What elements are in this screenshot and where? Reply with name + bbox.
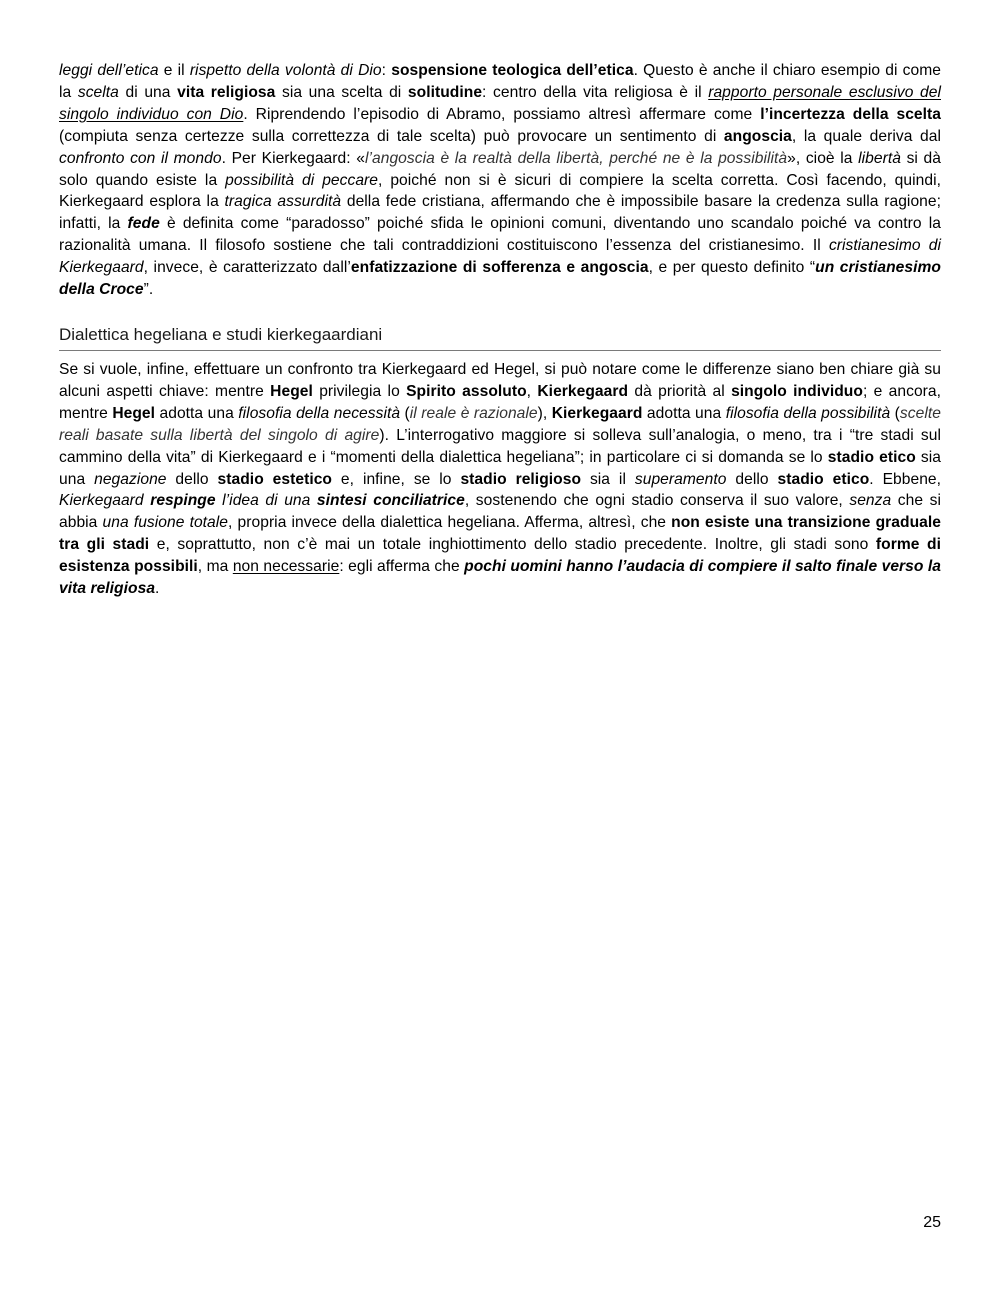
- text-span: superamento: [634, 470, 727, 488]
- text-span: scelta: [77, 83, 119, 101]
- text-span: libertà: [858, 149, 901, 167]
- underlined-italic-term: rapporto personale esclusivo del singolo individuo con Dio: [59, 83, 941, 123]
- text-span: sia una: [59, 448, 942, 488]
- bold-italic-term: fede: [127, 215, 160, 233]
- text-span: , propria invece della dialettica hegeliana. Afferma, altresì, che: [228, 514, 672, 532]
- bold-italic-term: un cristianesimo della Croce: [59, 259, 941, 299]
- bold-term: Kierkegaard: [537, 382, 629, 400]
- text-span: senza: [849, 492, 892, 510]
- text-span: che si abbia: [59, 492, 941, 532]
- bold-term: stadio religioso: [460, 470, 582, 488]
- page-number: 25: [923, 1214, 941, 1231]
- text-span: possibilità di peccare: [225, 171, 379, 189]
- text-span: : centro della vita religiosa è il: [482, 83, 709, 101]
- bold-term: Hegel: [270, 382, 313, 400]
- bold-italic-term: respinge: [150, 492, 216, 510]
- bold-term: stadio etico: [827, 448, 916, 466]
- text-span: ”.: [143, 281, 154, 299]
- bold-italic-term: sintesi conciliatrice: [316, 492, 465, 510]
- text-span: .: [155, 580, 160, 598]
- text-span: si dà solo quando esiste la: [59, 149, 941, 189]
- bold-term: sospensione teologica dell’etica: [391, 62, 634, 79]
- section-heading: Dialettica hegeliana e studi kierkegaardiani: [59, 323, 941, 351]
- text-span: (: [400, 404, 410, 422]
- text-span: della fede cristiana, affermando che è impossibile basare la credenza sulla ragione; infatti, la: [59, 193, 942, 233]
- bold-term: solitudine: [407, 83, 483, 101]
- text-span: ). L’interrogativo maggiore si solleva sull’analogia, o meno, tra i “tre stadi sul cammino della vita” di Kierkegaard e i “momenti della dialettica hegeliana”; in particolare ci si domanda se lo: [59, 426, 942, 466]
- text-span: rispetto della volontà di Dio: [189, 62, 382, 79]
- text-span: sia una scelta di: [275, 83, 408, 101]
- text-span: adotta una: [642, 404, 726, 422]
- text-span: . Riprendendo l’episodio di Abramo, possiamo altresì affermare come: [243, 105, 761, 123]
- text-span: confronto con il mondo: [59, 149, 222, 167]
- bold-term: l’incertezza della scelta: [760, 105, 942, 123]
- text-span: : egli afferma che: [339, 558, 465, 576]
- text-span: , ma: [197, 558, 233, 576]
- text-span: una fusione totale: [102, 514, 229, 532]
- text-span: ; e ancora, mentre: [59, 382, 942, 422]
- text-span: filosofia della possibilità: [725, 404, 891, 422]
- bold-term: singolo individuo: [731, 382, 863, 400]
- text-span: adotta una: [155, 404, 239, 422]
- text-span: e il: [158, 62, 190, 79]
- text-span: il reale è razionale: [409, 404, 538, 422]
- kierkegaard-quote: l’angoscia è la realtà della libertà, perché ne è la possibilità: [364, 149, 788, 167]
- bold-term: Kierkegaard: [551, 404, 643, 422]
- text-span: . Ebbene,: [869, 470, 942, 488]
- text-span: Kierkegaard: [59, 492, 144, 510]
- underlined-term: non necessarie: [232, 558, 340, 576]
- text-span: , invece, è caratterizzato dall’: [143, 259, 351, 277]
- text-span: », cioè la: [787, 149, 859, 167]
- bold-term: enfatizzazione di sofferenza e angoscia: [350, 259, 649, 277]
- text-span: l’idea di una: [215, 492, 317, 510]
- bold-term: Hegel: [112, 404, 156, 422]
- text-span: (compiuta senza certezze sulla correttezza di tale scelta) può provocare un sentimento di: [59, 127, 724, 145]
- bold-term: non esiste una transizione graduale tra gli stadi: [59, 514, 941, 554]
- bold-term: stadio etico: [777, 470, 870, 488]
- text-span: e, soprattutto, non c’è mai un totale inghiottimento dello stadio precedente. Inoltre, gli stadi sono: [149, 536, 876, 554]
- body-paragraph-comparison: [59, 359, 941, 600]
- text-span: tragica assurdità: [224, 193, 342, 211]
- text-span: cristianesimo di Kierkegaard: [59, 237, 941, 277]
- text-span: ,: [526, 382, 538, 400]
- document-page: [59, 60, 941, 600]
- text-span: e, infine, se lo: [332, 470, 461, 488]
- bold-term: stadio estetico: [217, 470, 333, 488]
- text-span: . Questo è anche il chiaro esempio di come la: [59, 62, 942, 101]
- bold-term: forme di esistenza possibili: [59, 536, 942, 576]
- text-span: privilegia lo: [312, 382, 407, 400]
- text-span: , sostenendo che ogni stadio conserva il suo valore,: [464, 492, 850, 510]
- bold-term: angoscia: [723, 127, 792, 145]
- bold-italic-term: pochi uomini hanno l’audacia di compiere il salto finale verso la vita religiosa: [59, 558, 941, 598]
- text-span: dello: [726, 470, 778, 488]
- text-span: , la quale deriva dal: [791, 127, 941, 145]
- text-span: negazione: [94, 470, 167, 488]
- text-span: (: [890, 404, 900, 422]
- text-span: , poiché non si è sicuri di compiere la scelta corretta. Così facendo, quindi, Kierkegaard esplora la: [59, 171, 941, 211]
- text-span: dello: [166, 470, 218, 488]
- body-paragraph-faith: [59, 60, 941, 301]
- text-span: dà priorità al: [628, 382, 732, 400]
- text-span: scelte reali basate sulla libertà del singolo di agire: [59, 404, 941, 444]
- text-span: . Per Kierkegaard: «: [221, 149, 365, 167]
- text-span: leggi dell’etica: [59, 62, 159, 79]
- text-span: ),: [537, 404, 552, 422]
- text-span: è definita come “paradosso” poiché sfida le opinioni comuni, diventando uno scandalo poiché va contro la razionalità umana. Il filosofo sostiene che tali contraddizioni costituiscono l’essenza del cristianesimo. Il: [59, 215, 941, 255]
- bold-term: Spirito assoluto: [406, 382, 527, 400]
- bold-term: vita religiosa: [177, 83, 276, 101]
- text-span: , e per questo definito “: [648, 259, 816, 277]
- text-span: di una: [118, 83, 178, 101]
- text-span: filosofia della necessità: [238, 404, 401, 422]
- text-span: sia il: [581, 470, 635, 488]
- text-span: :: [381, 62, 392, 79]
- text-span: Se si vuole, infine, effettuare un confronto tra Kierkegaard ed Hegel, si può notare come le differenze siano ben chiare già su alcuni aspetti chiave: mentre: [59, 360, 941, 400]
